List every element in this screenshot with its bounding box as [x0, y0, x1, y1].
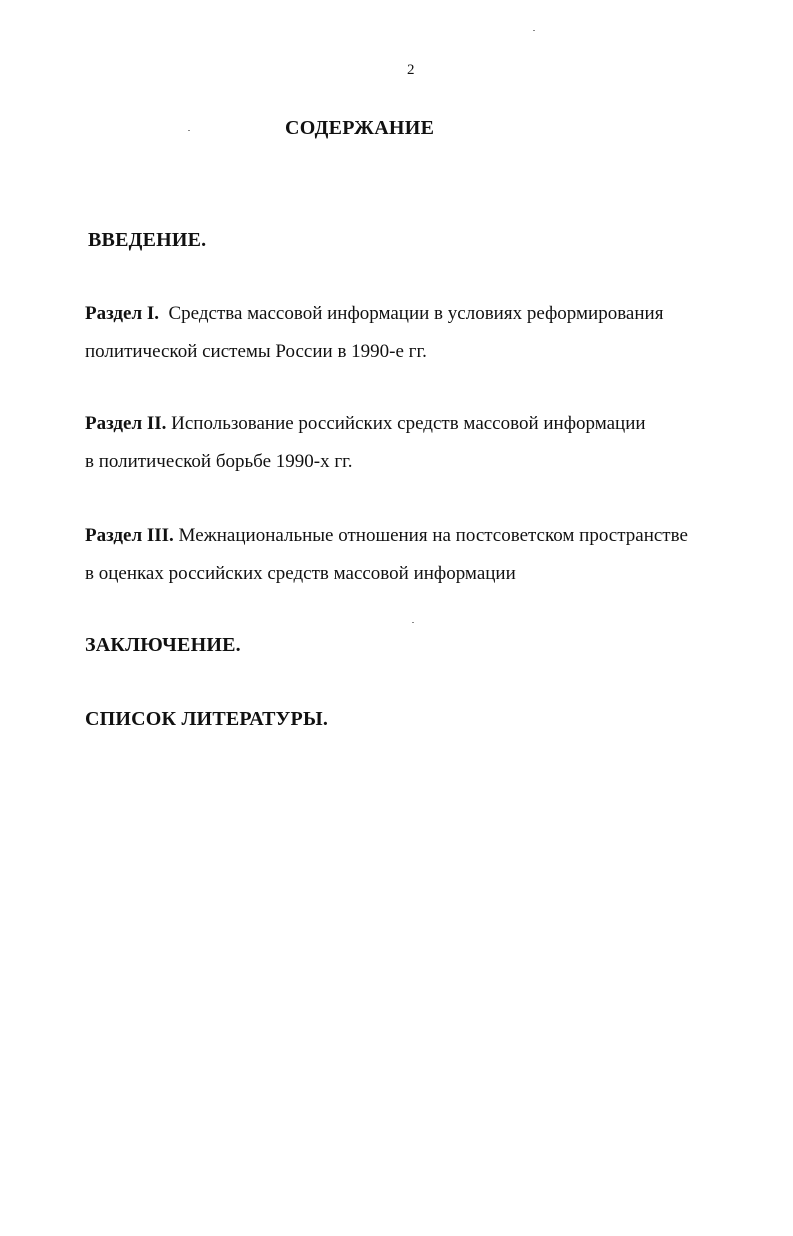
toc-section-3-line-1: [85, 517, 688, 555]
toc-title: СОДЕРЖАНИЕ: [285, 117, 435, 139]
toc-section-1-title-part-2: политической системы России в 1990-е гг.: [85, 341, 427, 362]
toc-section-2-title-part-2: в политической борьбе 1990-х гг.: [85, 451, 353, 472]
toc-section-2: [85, 405, 646, 481]
toc-section-3-title-part-2: в оценках российских средств массовой информации: [85, 563, 516, 584]
toc-section-1-label: Раздел I.: [85, 303, 159, 324]
toc-section-2-line-1: [85, 405, 646, 443]
toc-introduction: ВВЕДЕНИЕ.: [88, 229, 207, 251]
toc-section-1-title-part-1: Средства массовой информации в условиях реформирования: [168, 303, 664, 324]
page-number: 2: [407, 62, 415, 78]
scan-speck: [188, 130, 190, 131]
toc-section-3-label: Раздел III.: [85, 525, 174, 546]
toc-section-2-title-part-1: Использование российских средств массовой информации: [171, 413, 646, 434]
toc-section-3: [85, 517, 688, 593]
toc-section-1-line-1: [85, 295, 663, 333]
scan-speck: [412, 622, 414, 623]
toc-conclusion: ЗАКЛЮЧЕНИЕ.: [85, 634, 241, 656]
toc-section-1: [85, 295, 663, 371]
toc-section-2-label: Раздел II.: [85, 413, 167, 434]
scan-speck: [533, 30, 535, 31]
toc-section-3-title-part-1: Межнациональные отношения на постсоветском пространстве: [178, 525, 688, 546]
toc-bibliography: СПИСОК ЛИТЕРАТУРЫ.: [85, 708, 329, 730]
